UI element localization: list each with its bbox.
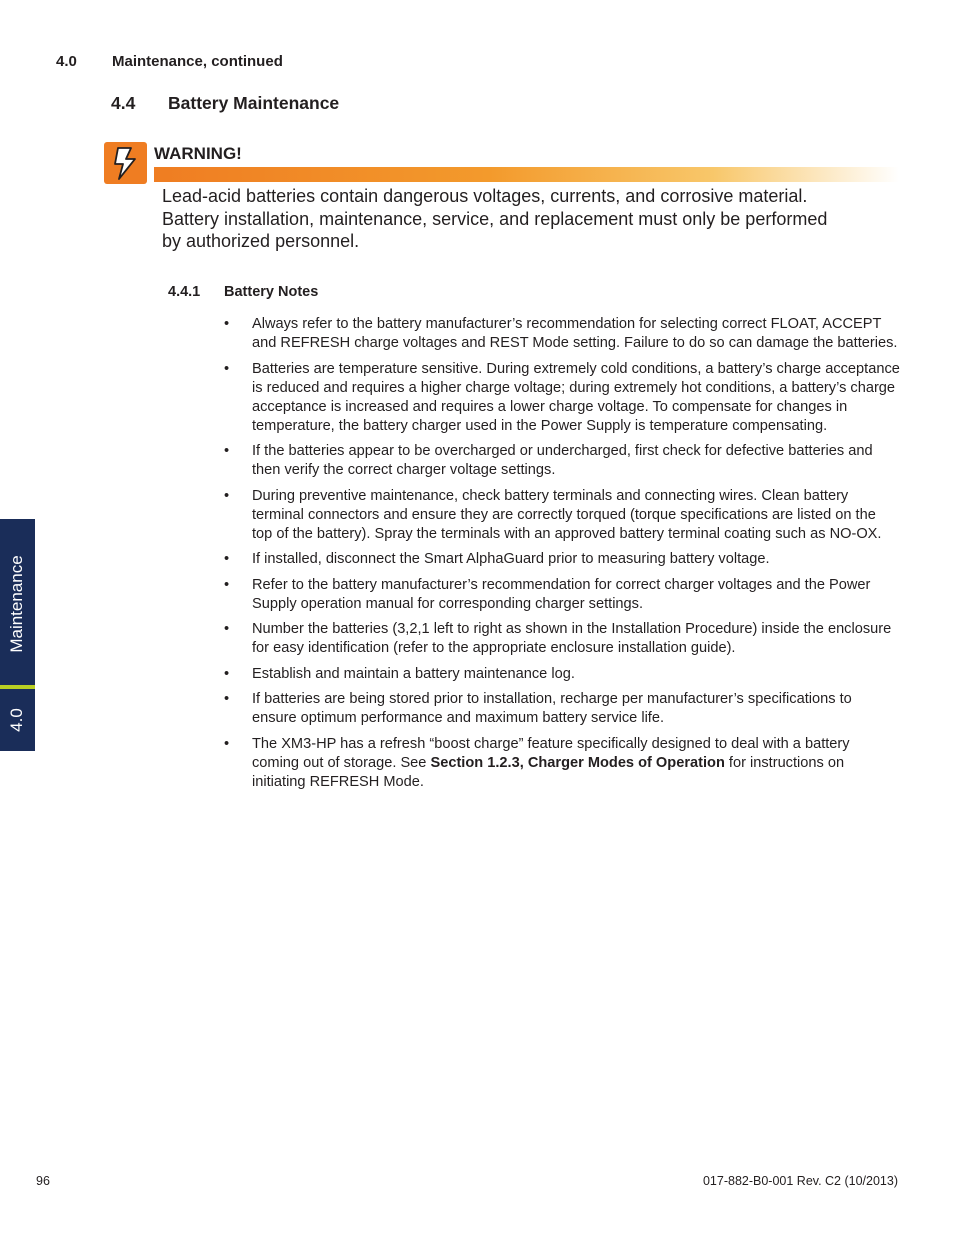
section-number: 4.4 <box>111 93 136 113</box>
bullet: • <box>224 316 230 332</box>
warning-line: Lead-acid batteries contain dangerous voltages, currents, and corrosive material. <box>162 186 808 206</box>
running-header-title: Maintenance, continued <box>112 53 283 70</box>
section-heading <box>111 93 339 114</box>
page-number: 96 <box>36 1174 50 1188</box>
running-header-number: 4.0 <box>56 53 77 70</box>
side-tab-number: 4.0 <box>7 708 26 732</box>
note-text-after: for instructions on initiating REFRESH Mode. <box>252 754 845 790</box>
warning-accent-bar <box>154 167 899 182</box>
electrical-hazard-icon <box>104 142 147 184</box>
list-item <box>224 690 900 728</box>
warning-line: by authorized personnel. <box>162 231 360 251</box>
list-item <box>224 620 900 658</box>
side-tab-divider <box>0 685 35 689</box>
warning-text <box>162 185 882 253</box>
running-header <box>56 53 283 70</box>
battery-notes-list <box>224 315 900 798</box>
note-text: Batteries are temperature sensitive. During extremely cold conditions, a battery’s charge acceptance is reduced and requires a higher charge voltage; during extremely hot conditions, a battery’s charge acceptance is increased and requires a lower charge voltage. To compensate for changes in temperature, the battery charger used in the Power Supply is temperature compensating. <box>252 360 900 434</box>
note-text: During preventive maintenance, check battery terminals and connecting wires. Clean battery terminal connectors and ensure they are correctly torqued (torque specifications are listed on the top of the battery). Spray the terminals with an approved battery terminal coating such as NO-OX. <box>252 487 882 542</box>
bullet: • <box>224 487 230 504</box>
bullet: • <box>224 576 230 593</box>
section-title: Battery Maintenance <box>168 93 340 113</box>
list-item <box>224 576 900 614</box>
note-text: Number the batteries (3,2,1 left to right as shown in the Installation Procedure) inside the enclosure for easy identification (refer to the appropriate enclosure installation guide). <box>252 621 892 656</box>
list-item <box>224 487 900 544</box>
bullet: • <box>224 665 230 682</box>
side-tab-label: Maintenance <box>7 555 26 653</box>
note-text-before: The XM3-HP has a refresh “boost charge” feature specifically designed to deal with a battery coming out of storage. See <box>252 735 850 771</box>
bullet: • <box>224 551 230 567</box>
bullet: • <box>224 621 230 637</box>
document-id: 017-882-B0-001 Rev. C2 (10/2013) <box>702 1174 898 1188</box>
bullet: • <box>224 691 230 707</box>
list-item <box>224 735 900 792</box>
note-text: Establish and maintain a battery maintenance log. <box>252 665 575 682</box>
bullet: • <box>224 735 230 752</box>
list-item <box>224 550 900 569</box>
note-text: If batteries are being stored prior to installation, recharge per manufacturer’s specifications to ensure optimum performance and maximum battery service life. <box>252 691 852 726</box>
note-text: Refer to the battery manufacturer’s recommendation for correct charger voltages and the Power Supply operation manual for corresponding charger settings. <box>252 576 871 612</box>
warning-label: WARNING! <box>154 144 242 163</box>
subsection-heading <box>168 284 318 300</box>
note-text: If the batteries appear to be overcharged or undercharged, first check for defective batteries and then verify the correct charger voltage settings. <box>252 443 873 478</box>
section-reference-link[interactable]: Section 1.2.3, Charger Modes of Operation <box>430 754 725 771</box>
list-item <box>224 315 900 353</box>
list-item <box>224 360 900 436</box>
bullet: • <box>224 360 230 377</box>
note-text: If installed, disconnect the Smart AlphaGuard prior to measuring battery voltage. <box>252 551 770 567</box>
subsection-title: Battery Notes <box>224 284 319 300</box>
warning-line: Battery installation, maintenance, service, and replacement must only be performed <box>162 208 828 229</box>
list-item <box>224 665 900 684</box>
subsection-number: 4.4.1 <box>168 284 201 300</box>
note-text: Always refer to the battery manufacturer’s recommendation for selecting correct FLOAT, ACCEPT and REFRESH charge voltages and REST Mode setting. Failure to do so can damage the batteries. <box>252 316 898 351</box>
list-item <box>224 442 900 480</box>
bullet: • <box>224 443 230 459</box>
